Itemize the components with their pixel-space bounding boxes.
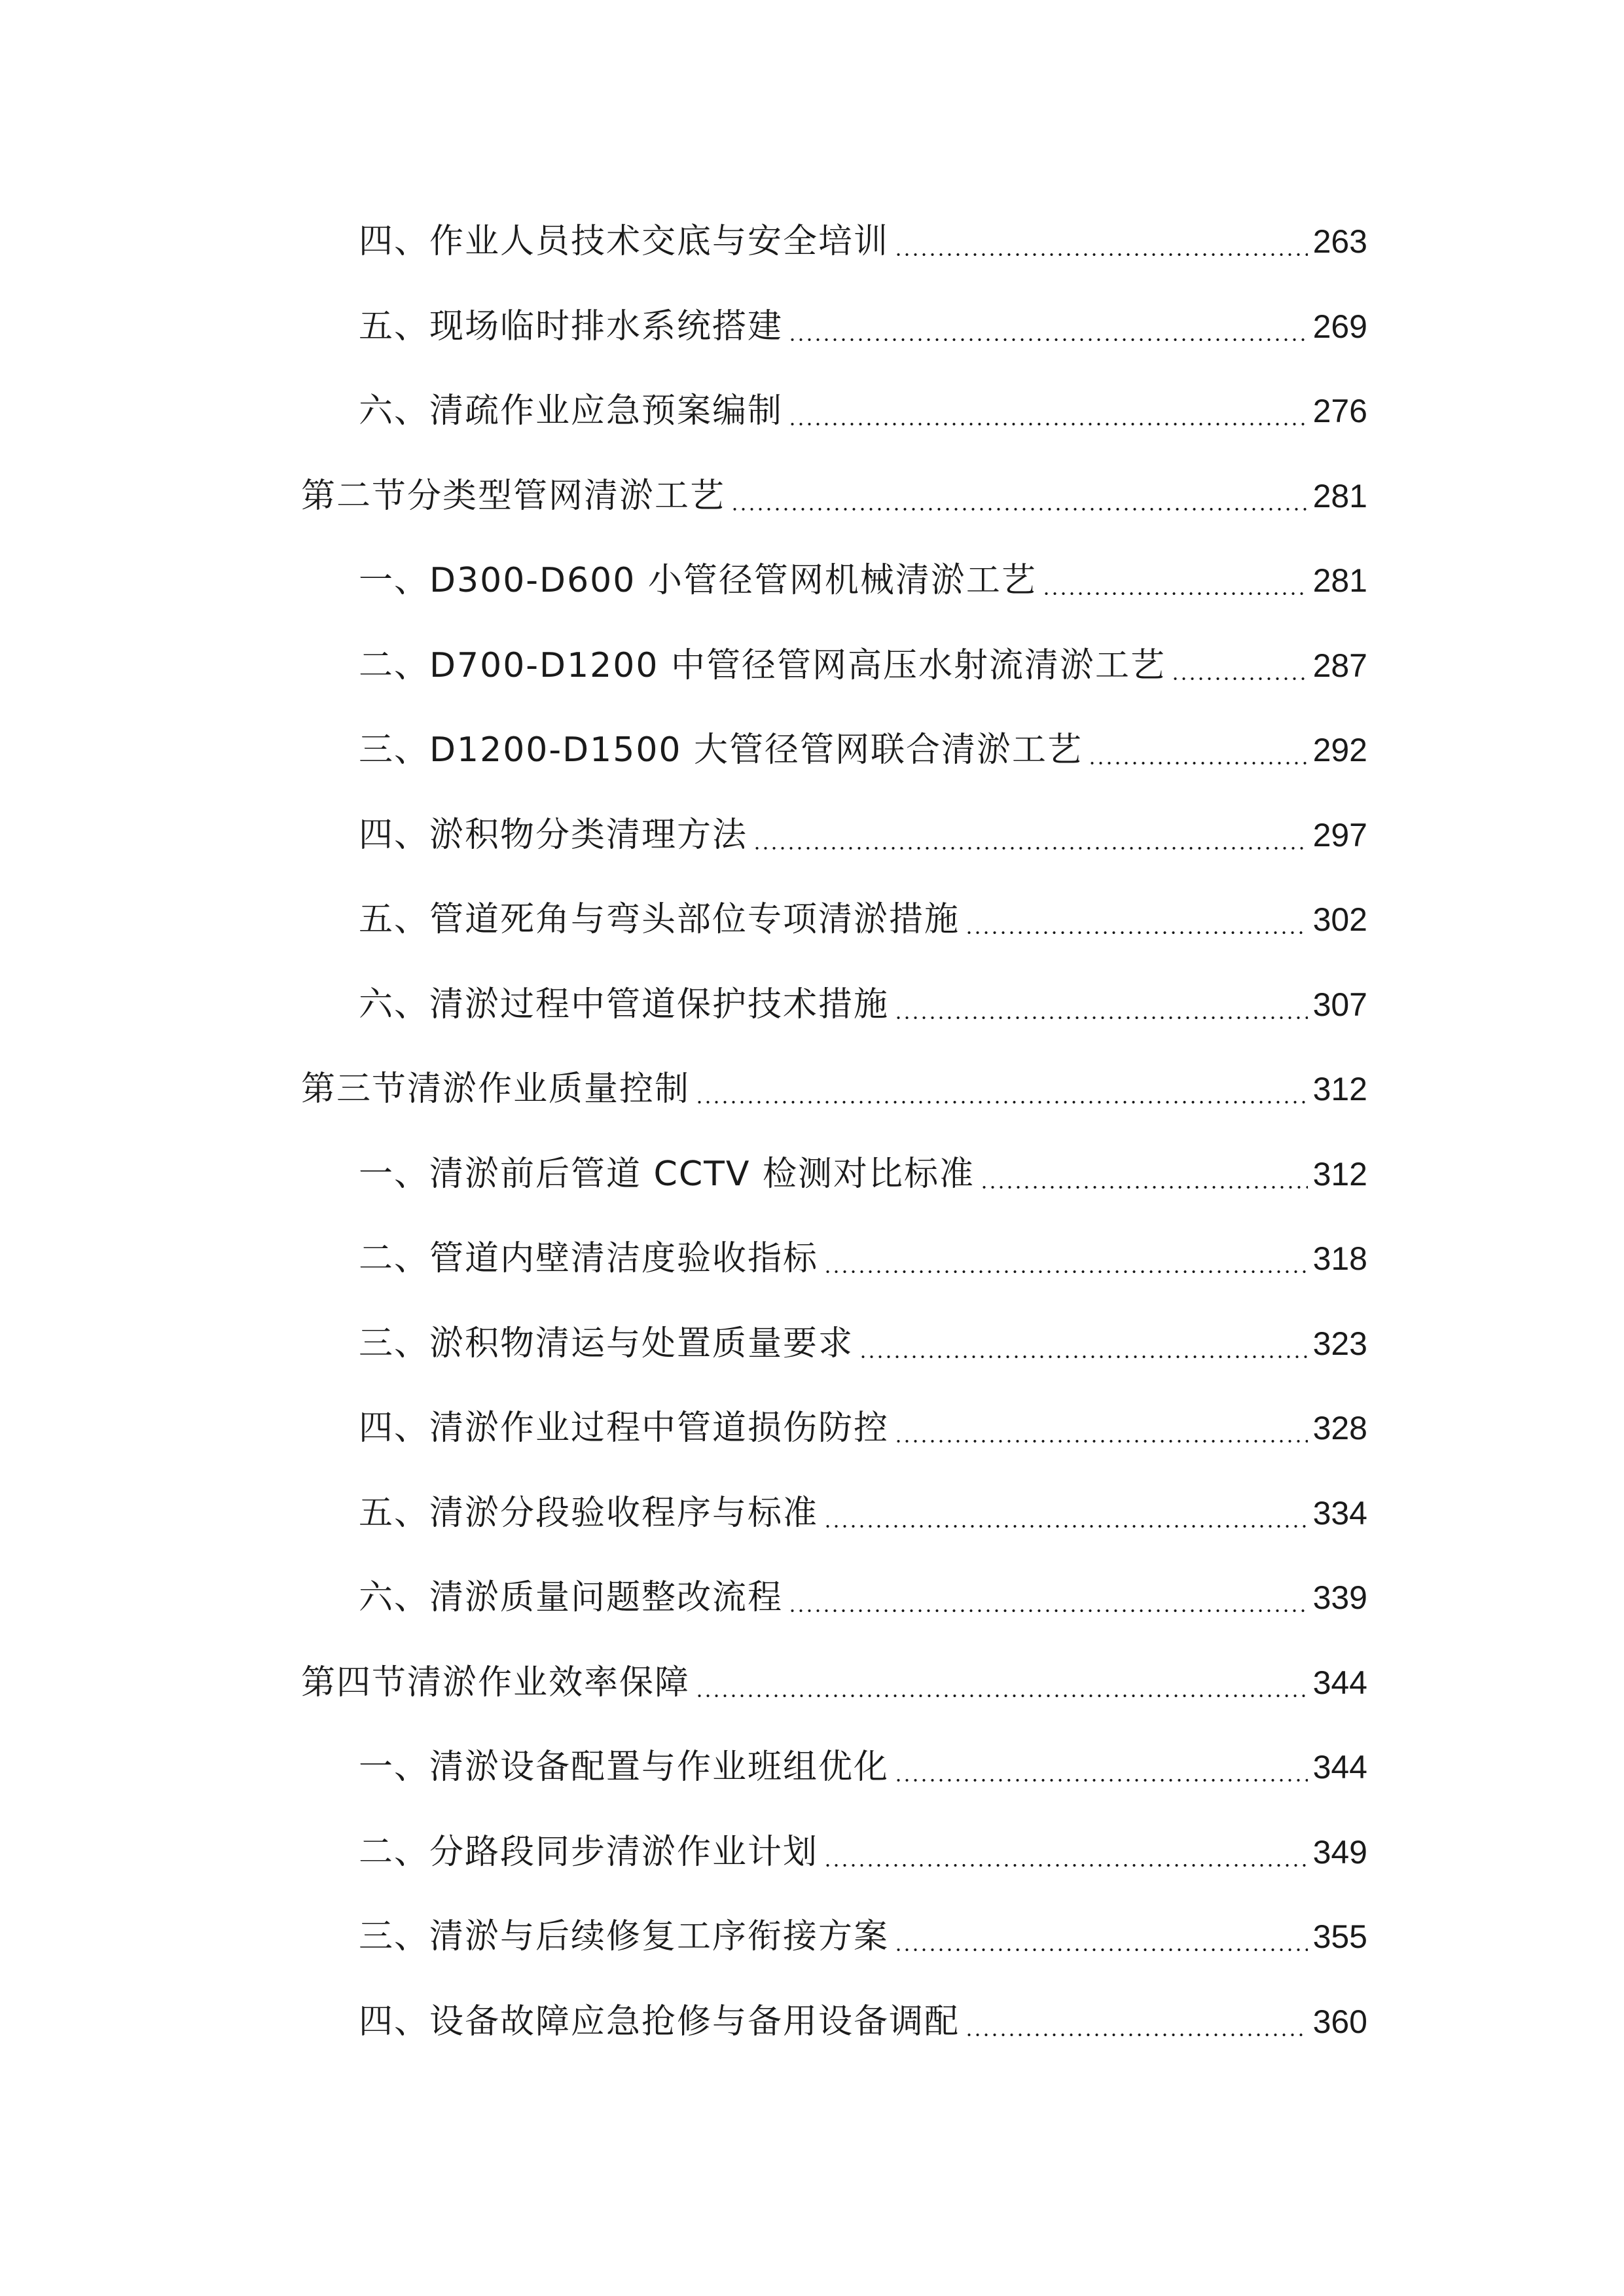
toc-entry-page: 276 [1312,393,1367,429]
toc-entry[interactable] [359,215,1367,268]
toc-entry-page: 344 [1312,1749,1367,1785]
toc-entry-title: 五、管道死角与弯头部位专项清淤措施 [359,900,960,939]
dot-leader [894,1016,1308,1019]
dot-leader [1042,592,1308,595]
dot-leader [894,1779,1308,1782]
toc-entry-page: 355 [1312,1918,1367,1955]
toc-entry-title: 四、作业人员技术交底与安全培训 [359,222,890,261]
toc-entry-title: 二、管道内壁清洁度验收指标 [359,1239,819,1278]
toc-entry-page: 297 [1312,817,1367,853]
dot-leader [894,1948,1308,1951]
toc-entry-title: 四、淤积物分类清理方法 [359,816,748,855]
dot-leader [823,1270,1308,1273]
toc-entry-title: 一、D300-D600 小管径管网机械清淤工艺 [359,561,1037,600]
dot-leader [859,1355,1308,1358]
toc-entry[interactable] [359,1148,1367,1200]
toc-entry-title: 三、清淤与后续修复工序衔接方案 [359,1917,890,1956]
toc-entry-title: 五、清淤分段验收程序与标准 [359,1494,819,1533]
toc-entry[interactable] [359,978,1367,1031]
toc-entry-page: 269 [1312,308,1367,345]
toc-entry-page: 334 [1312,1495,1367,1532]
toc-entry-title: 一、清淤前后管道 CCTV 检测对比标准 [359,1155,975,1194]
toc-section-entry[interactable] [301,1657,1367,1709]
toc-entry-title: 六、清淤质量问题整改流程 [359,1578,784,1617]
toc-entry[interactable] [359,1571,1367,1624]
toc-entry-page: 287 [1312,647,1367,684]
toc-entry[interactable] [359,1826,1367,1878]
toc-section-entry[interactable] [301,470,1367,522]
dot-leader [965,931,1308,934]
toc-entry[interactable] [359,554,1367,607]
dot-leader [823,1525,1308,1528]
toc-entry-page: 263 [1312,223,1367,260]
toc-entry-page: 360 [1312,2003,1367,2040]
toc-entry-title: 三、D1200-D1500 大管径管网联合清淤工艺 [359,730,1083,770]
dot-leader [894,253,1308,256]
toc-entry[interactable] [359,1402,1367,1454]
toc-entry-title: 一、清淤设备配置与作业班组优化 [359,1748,890,1787]
toc-entry[interactable] [359,1318,1367,1370]
dot-leader [731,508,1308,511]
toc-entry[interactable] [359,809,1367,861]
toc-entry-page: 302 [1312,901,1367,938]
dot-leader [823,1864,1308,1867]
toc-entry-page: 323 [1312,1325,1367,1362]
dot-leader [788,423,1308,425]
toc-entry-page: 318 [1312,1240,1367,1277]
toc-entry-title: 第二节分类型管网清淤工艺 [301,476,726,516]
toc-entry[interactable] [359,1741,1367,1793]
toc-entry-title: 二、D700-D1200 中管径管网高压水射流清淤工艺 [359,646,1166,685]
toc-entry[interactable] [359,724,1367,776]
dot-leader [980,1186,1308,1189]
dot-leader [695,1695,1308,1697]
toc-entry-title: 六、清淤过程中管道保护技术措施 [359,985,890,1024]
toc-entry-page: 344 [1312,1664,1367,1701]
dot-leader [788,1609,1308,1612]
toc-entry-page: 281 [1312,478,1367,514]
toc-entry-title: 第四节清淤作业效率保障 [301,1663,691,1702]
dot-leader [1088,762,1308,764]
toc-entry-page: 339 [1312,1579,1367,1616]
toc-entry[interactable] [359,1996,1367,2048]
toc-entry-page: 292 [1312,732,1367,768]
toc-entry-title: 三、淤积物清运与处置质量要求 [359,1324,854,1363]
dot-leader [965,2034,1308,2036]
toc-entry[interactable] [359,1487,1367,1539]
toc-section-entry[interactable] [301,1063,1367,1115]
dot-leader [894,1440,1308,1443]
toc-entry-title: 第三节清淤作业质量控制 [301,1069,691,1109]
toc-entry[interactable] [359,1910,1367,1963]
toc-entry[interactable] [359,893,1367,946]
toc-entry[interactable] [359,385,1367,437]
dot-leader [695,1101,1308,1103]
toc-entry[interactable] [359,300,1367,353]
toc-entry-title: 四、设备故障应急抢修与备用设备调配 [359,2002,960,2041]
toc-entry-page: 312 [1312,1071,1367,1107]
dot-leader [788,338,1308,341]
toc-entry-page: 349 [1312,1834,1367,1871]
toc-entry-page: 307 [1312,986,1367,1023]
toc-entry-title: 六、清疏作业应急预案编制 [359,391,784,431]
toc-entry-title: 二、分路段同步清淤作业计划 [359,1833,819,1872]
toc-entry[interactable] [359,639,1367,692]
dot-leader [753,847,1308,850]
toc-entry-page: 281 [1312,562,1367,599]
toc-entry-title: 四、清淤作业过程中管道损伤防控 [359,1408,890,1448]
toc-entry-page: 312 [1312,1156,1367,1193]
toc-entry[interactable] [359,1232,1367,1285]
dot-leader [1171,677,1308,680]
toc-entry-title: 五、现场临时排水系统搭建 [359,307,784,346]
toc-entry-page: 328 [1312,1410,1367,1446]
